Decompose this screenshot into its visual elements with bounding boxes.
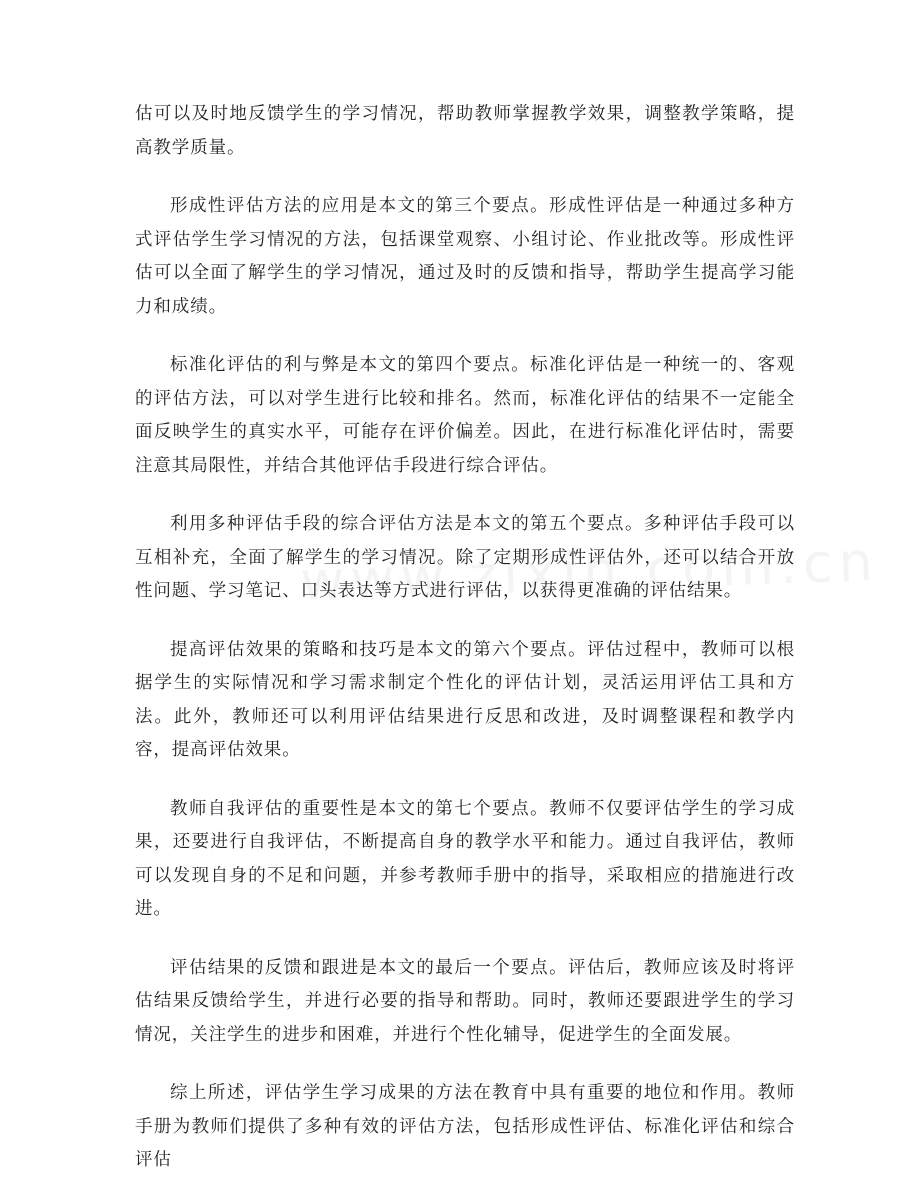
- paragraph-feedback-followup: 评估结果的反馈和跟进是本文的最后一个要点。评估后，教师应该及时将评估结果反馈给学生，并进行必要的指导和帮助。同时，教师还要跟进学生的学习情况，关注学生的进步和困难，并进行个性化辅导，促进学生的全面发展。: [135, 957, 795, 1045]
- paragraph-formative-assessment: 形成性评估方法的应用是本文的第三个要点。形成性评估是一种通过多种方式评估学生学习情况的方法，包括课堂观察、小组讨论、作业批改等。形成性评估可以全面了解学生的学习情况，通过及时的反馈和指导，帮助学生提高学习能力和成绩。: [135, 196, 795, 317]
- paragraph-standardized-assessment: 标准化评估的利与弊是本文的第四个要点。标准化评估是一种统一的、客观的评估方法，可以对学生进行比较和排名。然而，标准化评估的结果不一定能全面反映学生的真实水平，可能存在评价偏差。因此，在进行标准化评估时，需要注意其局限性，并结合其他评估手段进行综合评估。: [135, 355, 795, 476]
- paragraph-assessment-strategies: 提高评估效果的策略和技巧是本文的第六个要点。评估过程中，教师可以根据学生的实际情况和学习需求制定个性化的评估计划，灵活运用评估工具和方法。此外，教师还可以利用评估结果进行反思和改进，及时调整课程和教学内容，提高评估效果。: [135, 639, 795, 760]
- paragraph-continuation: 估可以及时地反馈学生的学习情况，帮助教师掌握教学效果，调整教学策略，提高教学质量。: [135, 104, 795, 158]
- paragraph-comprehensive-assessment: 利用多种评估手段的综合评估方法是本文的第五个要点。多种评估手段可以互相补充，全面了解学生的学习情况。除了定期形成性评估外，还可以结合开放性问题、学习笔记、口头表达等方式进行评估，以获得更准确的评估结果。: [135, 514, 795, 601]
- paragraph-conclusion: 综上所述，评估学生学习成果的方法在教育中具有重要的地位和作用。教师手册为教师们提供了多种有效的评估方法，包括形成性评估、标准化评估和综合评估: [135, 1083, 795, 1170]
- paragraph-teacher-self-assessment: 教师自我评估的重要性是本文的第七个要点。教师不仅要评估学生的学习成果，还要进行自我评估，不断提高自身的教学水平和能力。通过自我评估，教师可以发现自身的不足和问题，并参考教师手册中的指导，采取相应的措施进行改进。: [135, 798, 795, 919]
- document-body: [135, 98, 795, 1203]
